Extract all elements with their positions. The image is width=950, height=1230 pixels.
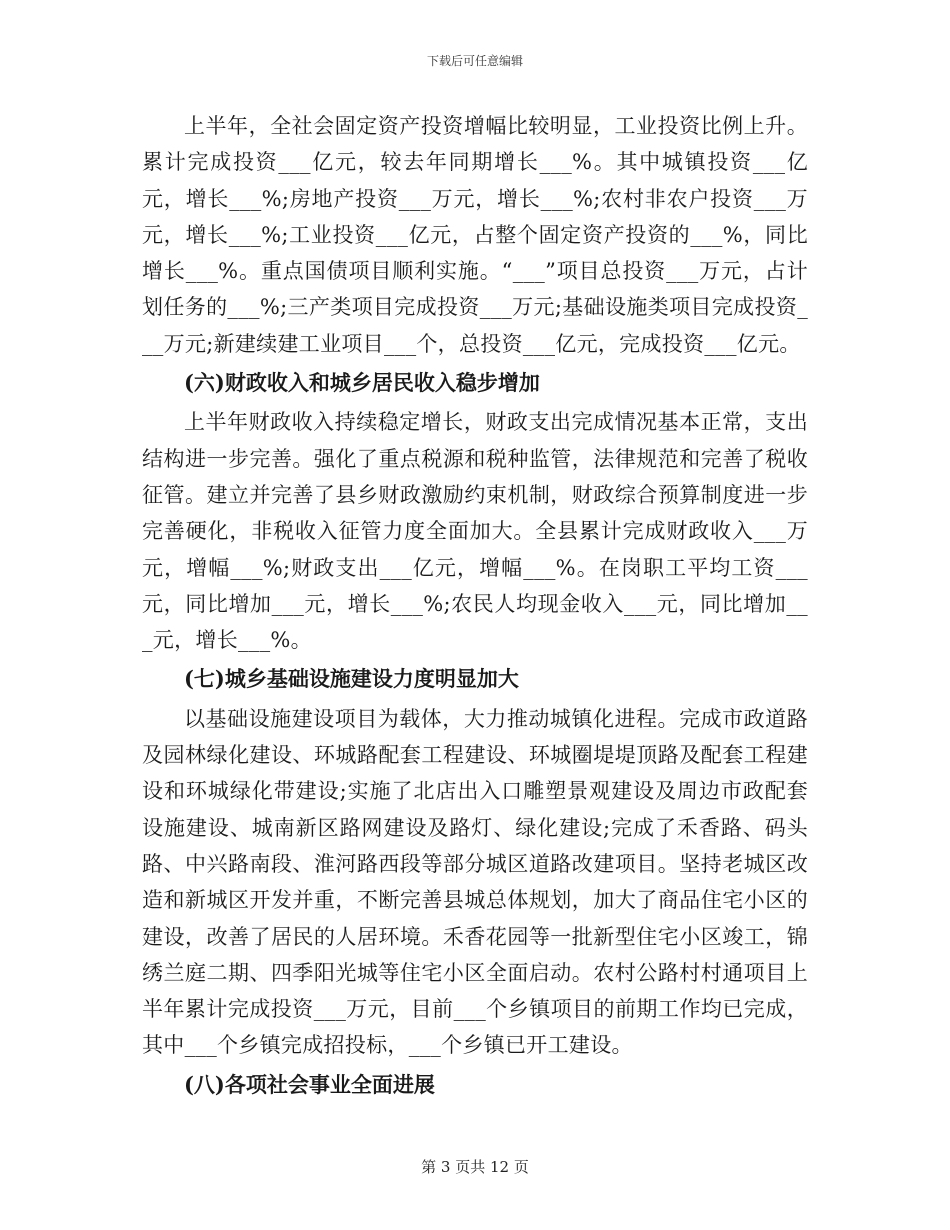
header-note: 下载后可任意编辑 (426, 54, 523, 68)
section-heading-7: (七)城乡基础设施建设力度明显加大 (184, 666, 519, 692)
paragraph-finance: 上半年财政收入持续稳定增长，财政支出完成情况基本正常，支出结构进一步完善。强化了重点税源和税种监管，法律规范和完善了税收征管。建立并完善了县乡财政激励约束机制，财政综合预算制度进一步完善硬化，非税收入征管力度全面加大。全县累计完成财政收入___万元，增幅___%;财政支出___亿元，增幅___%。在岗职工平均工资___元，同比增加___元，增长___%;农民人均现金收入___元，同比增加___元，增长___%。 (142, 410, 808, 653)
page-number: 第 3 页共 12 页 (421, 1158, 529, 1176)
paragraph-investment: 上半年，全社会固定资产投资增幅比较明显，工业投资比例上升。累计完成投资___亿元，较去年同期增长___%。其中城镇投资___亿元，增长___%;房地产投资___万元，增长___%;农村非农户投资___万元，增长___%;工业投资___亿元，占整个固定资产投资的___%，同比增长___%。重点国债项目顺利实施。“___”项目总投资___万元，占计划任务的___%;三产类项目完成投资___万元;基础设施类项目完成投资___万元;新建续建工业项目___个，总投资___亿元，完成投资___亿元。 (142, 114, 808, 356)
section-heading-8: (八)各项社会事业全面进展 (184, 1071, 435, 1097)
paragraph-infrastructure: 以基础设施建设项目为载体，大力推动城镇化进程。完成市政道路及园林绿化建设、环城路配套工程建设、环城圈堤堤顶路及配套工程建设和环城绿化带建设;实施了北店出入口雕塑景观建设及周边市政配套设施建设、城南新区路网建设及路灯、绿化建设;完成了禾香路、码头路、中兴路南段、淮河路西段等部分城区道路改建项目。坚持老城区改造和新城区开发并重，不断完善县城总体规划，加大了商品住宅小区的建设，改善了居民的人居环境。禾香花园等一批新型住宅小区竣工，锦绣兰庭二期、四季阳光城等住宅小区全面启动。农村公路村村通项目上半年累计完成投资___万元，目前___个乡镇项目的前期工作均已完成，其中___个乡镇完成招投标，___个乡镇已开工建设。 (142, 706, 808, 1058)
document-body (142, 108, 808, 1106)
section-heading-6: (六)财政收入和城乡居民收入稳步增加 (184, 370, 540, 396)
